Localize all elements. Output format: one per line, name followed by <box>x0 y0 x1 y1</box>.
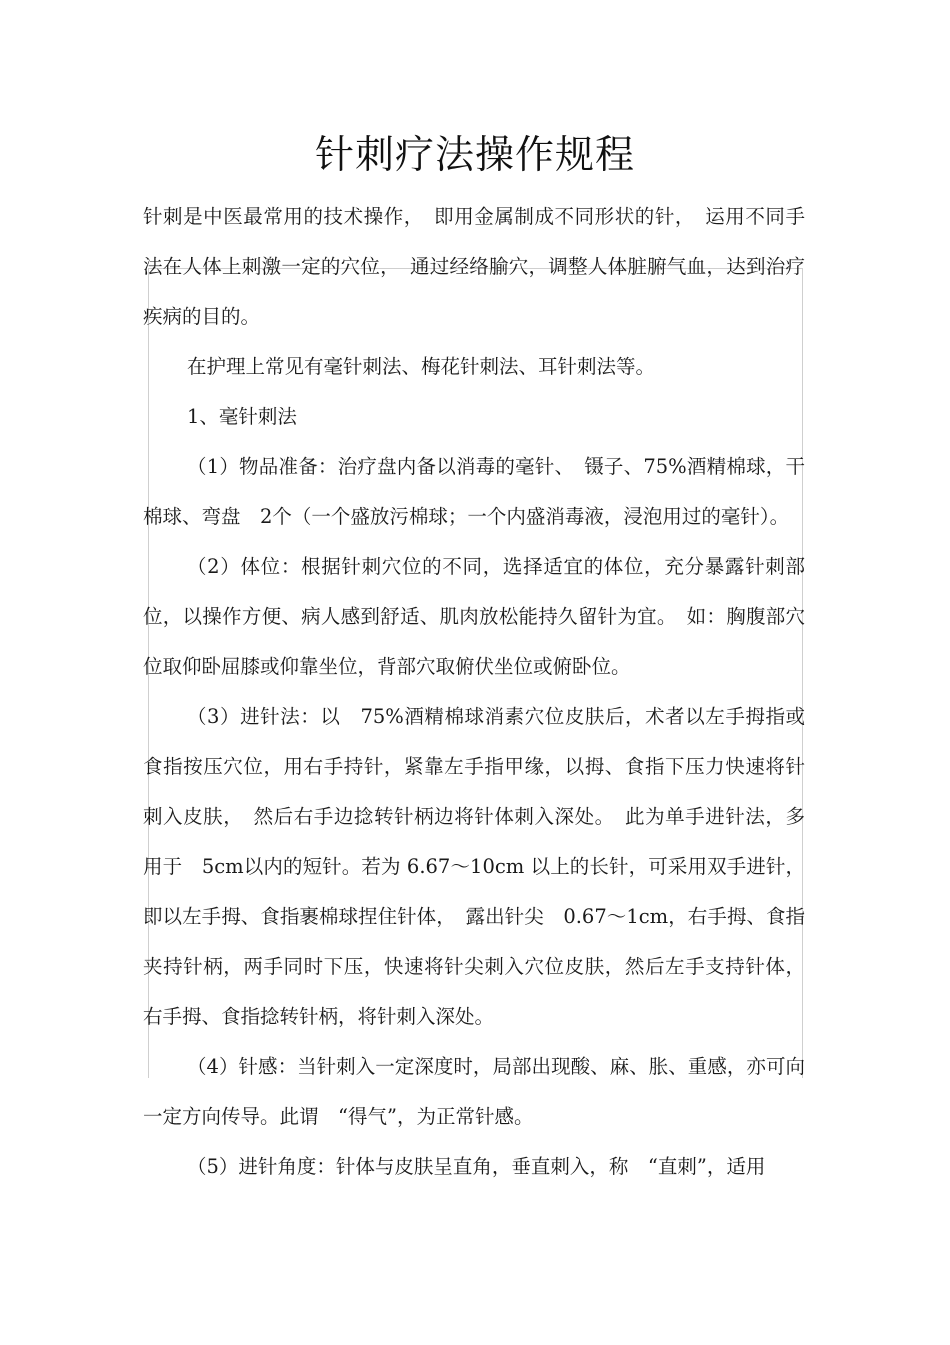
paragraph-insertion-method: （3）进针法：以 75%酒精棉球消素穴位皮肤后，术者以左手拇指或食指按压穴位，用右手持针，紧靠左手指甲缘，以拇、食指下压力快速将针刺入皮肤， 然后右手边捻转针柄边将针体刺入深处。 此为单手进针法，多用于 5cm以内的短针。若为 6.67～10cm 以上的长针，可采用双手进针，即以左手拇、食指裹棉球捏住针体， 露出针尖 0.67～1cm，右手拇、食指夹持针柄，两手同时下压，快速将针尖刺入穴位皮肤，然后左手支持针体，右手拇、食指捻转针柄，将针刺入深处。 <box>143 705 805 1028</box>
paragraph-materials: （1）物品准备：治疗盘内备以消毒的毫针、 镊子、75%酒精棉球，干棉球、弯盘 2个（一个盛放污棉球；一个内盛消毒液，浸泡用过的毫针）。 <box>143 455 805 528</box>
paragraph-needle-sensation: （4）针感：当针刺入一定深度时，局部出现酸、麻、胀、重感，亦可向一定方向传导。此谓 “得气”，为正常针感。 <box>143 1055 805 1128</box>
section-heading-filiform-needle: 1、毫针刺法 <box>187 405 297 428</box>
paragraph-nursing-methods: 在护理上常见有毫针刺法、梅花针刺法、耳针刺法等。 <box>187 355 656 378</box>
paragraph-position: （2）体位：根据针刺穴位的不同，选择适宜的体位，充分暴露针刺部位，以操作方便、病人感到舒适、肌肉放松能持久留针为宜。 如：胸腹部穴位取仰卧屈膝或仰靠坐位，背部穴取俯伏坐位或俯卧位。 <box>143 555 805 678</box>
document-body <box>143 192 805 1192</box>
document-title: 针刺疗法操作规程 <box>314 133 635 178</box>
paragraph-intro: 针刺是中医最常用的技术操作， 即用金属制成不同形状的针， 运用不同手法在人体上刺激一定的穴位， 通过经络腧穴，调整人体脏腑气血，达到治疗疾病的目的。 <box>143 205 805 328</box>
paragraph-insertion-angle: （5）进针角度：针体与皮肤呈直角，垂直刺入，称 “直刺”，适用 <box>187 1155 766 1178</box>
